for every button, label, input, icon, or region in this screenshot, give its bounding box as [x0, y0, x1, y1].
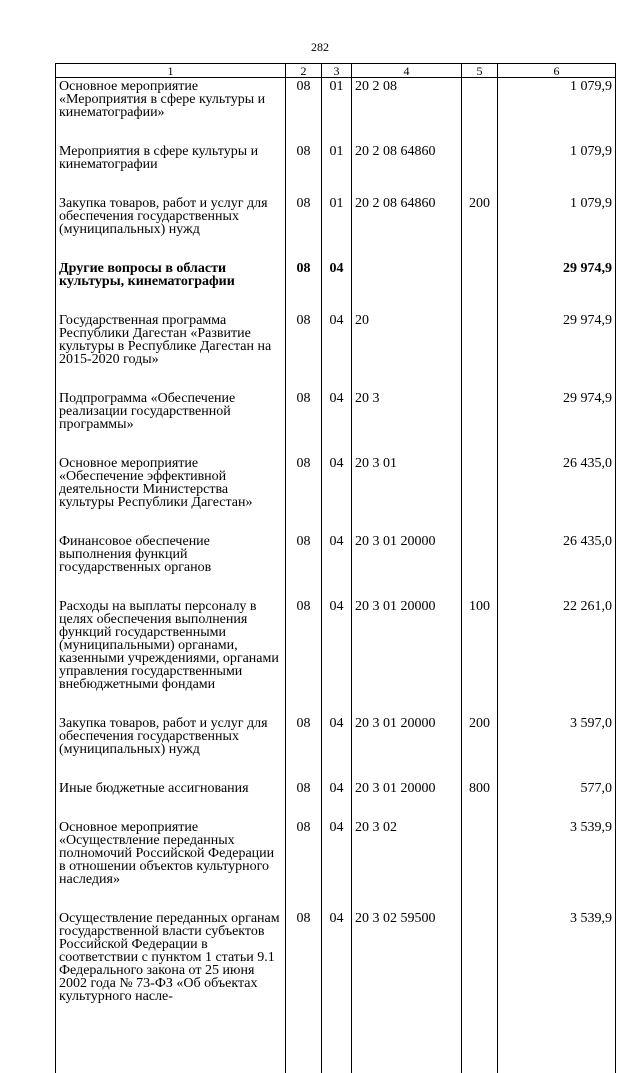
row-expense-type: [462, 388, 498, 453]
row-expense-type: [462, 908, 498, 1073]
row-amount: 1 079,9: [498, 141, 616, 193]
row-subsection: 04: [322, 713, 352, 778]
table-row: [56, 310, 616, 388]
row-subsection: 01: [322, 78, 352, 142]
table-row: [56, 817, 616, 908]
row-expense-type: [462, 78, 498, 142]
col-header-target-code: 4: [352, 64, 462, 78]
row-subsection: 01: [322, 193, 352, 258]
row-section: 08: [286, 193, 322, 258]
row-amount: 3 539,9: [498, 817, 616, 908]
row-section: 08: [286, 908, 322, 1073]
row-name: Основное мероприятие «Обеспечение эффективной деятельности Министерства культуры Республики Дагестан»: [56, 453, 286, 531]
table-row: [56, 596, 616, 713]
row-expense-type: [462, 531, 498, 596]
row-subsection: 04: [322, 596, 352, 713]
row-name: Закупка товаров, работ и услуг для обеспечения государственных (муниципальных) нужд: [56, 193, 286, 258]
table-row: [56, 531, 616, 596]
row-subsection: 04: [322, 453, 352, 531]
col-header-name: 1: [56, 64, 286, 78]
row-amount: 3 597,0: [498, 713, 616, 778]
table-row: [56, 141, 616, 193]
row-name: Основное мероприятие «Осуществление переданных полномочий Российской Федерации в отношении объектов культурного наследия»: [56, 817, 286, 908]
row-name: Государственная программа Республики Дагестан «Развитие культуры в Республике Дагестан на 2015-2020 годы»: [56, 310, 286, 388]
row-target-code: 20: [352, 310, 462, 388]
row-name: Расходы на выплаты персоналу в целях обеспечения выполнения функций государственными (муниципальными) органами, казенными учреждениями, органами управления государственными внебюджетными фондами: [56, 596, 286, 713]
row-section: 08: [286, 78, 322, 142]
row-name: Иные бюджетные ассигнования: [56, 778, 286, 817]
col-header-expense-type: 5: [462, 64, 498, 78]
row-target-code: 20 3 01: [352, 453, 462, 531]
page-number: 282: [0, 40, 640, 55]
header-row: [56, 64, 616, 78]
row-expense-type: 100: [462, 596, 498, 713]
row-target-code: 20 2 08: [352, 78, 462, 142]
row-name: Закупка товаров, работ и услуг для обеспечения государственных (муниципальных) нужд: [56, 713, 286, 778]
row-expense-type: [462, 453, 498, 531]
table-row: [56, 453, 616, 531]
row-expense-type: [462, 258, 498, 310]
row-section: 08: [286, 531, 322, 596]
row-name: Осуществление переданных органам государственной власти субъектов Российской Федерации в соответствии с пунктом 1 статьи 9.1 Федерального закона от 25 июня 2002 года № 73-ФЗ «Об объектах культурного насле-: [56, 908, 286, 1073]
row-amount: 1 079,9: [498, 193, 616, 258]
row-amount: 29 974,9: [498, 310, 616, 388]
row-target-code: 20 2 08 64860: [352, 141, 462, 193]
row-expense-type: [462, 310, 498, 388]
row-section: 08: [286, 453, 322, 531]
row-target-code: 20 3 01 20000: [352, 778, 462, 817]
table-row: [56, 713, 616, 778]
row-subsection: 04: [322, 258, 352, 310]
table-row: [56, 193, 616, 258]
row-target-code: 20 3 01 20000: [352, 713, 462, 778]
row-section: 08: [286, 817, 322, 908]
row-section: 08: [286, 258, 322, 310]
row-amount: 1 079,9: [498, 78, 616, 142]
row-subsection: 01: [322, 141, 352, 193]
row-section: 08: [286, 596, 322, 713]
row-amount: 29 974,9: [498, 388, 616, 453]
row-subsection: 04: [322, 817, 352, 908]
row-section: 08: [286, 388, 322, 453]
table-row: [56, 778, 616, 817]
row-target-code: 20 3 01 20000: [352, 531, 462, 596]
row-section: 08: [286, 141, 322, 193]
row-target-code: 20 3 02: [352, 817, 462, 908]
row-expense-type: 200: [462, 193, 498, 258]
row-amount: 29 974,9: [498, 258, 616, 310]
row-section: 08: [286, 778, 322, 817]
table-row: [56, 258, 616, 310]
row-expense-type: [462, 817, 498, 908]
row-subsection: 04: [322, 778, 352, 817]
row-name: Другие вопросы в области культуры, кинематографии: [56, 258, 286, 310]
row-expense-type: [462, 141, 498, 193]
row-amount: 22 261,0: [498, 596, 616, 713]
row-target-code: 20 3 01 20000: [352, 596, 462, 713]
row-amount: 3 539,9: [498, 908, 616, 1073]
row-subsection: 04: [322, 908, 352, 1073]
table-row: [56, 908, 616, 1073]
col-header-amount: 6: [498, 64, 616, 78]
table-row: [56, 78, 616, 142]
row-subsection: 04: [322, 388, 352, 453]
row-expense-type: 200: [462, 713, 498, 778]
row-target-code: [352, 258, 462, 310]
row-subsection: 04: [322, 310, 352, 388]
row-name: Подпрограмма «Обеспечение реализации государственной программы»: [56, 388, 286, 453]
col-header-subsection: 3: [322, 64, 352, 78]
table-header: [56, 64, 616, 78]
table-row: [56, 388, 616, 453]
row-subsection: 04: [322, 531, 352, 596]
row-amount: 26 435,0: [498, 453, 616, 531]
row-section: 08: [286, 310, 322, 388]
row-target-code: 20 3 02 59500: [352, 908, 462, 1073]
row-name: Основное мероприятие «Мероприятия в сфере культуры и кинематографии»: [56, 78, 286, 142]
row-target-code: 20 2 08 64860: [352, 193, 462, 258]
row-target-code: 20 3: [352, 388, 462, 453]
row-expense-type: 800: [462, 778, 498, 817]
row-amount: 577,0: [498, 778, 616, 817]
row-section: 08: [286, 713, 322, 778]
row-name: Финансовое обеспечение выполнения функций государственных органов: [56, 531, 286, 596]
budget-table: [55, 63, 616, 1073]
table-body: [56, 78, 616, 1073]
col-header-section: 2: [286, 64, 322, 78]
row-amount: 26 435,0: [498, 531, 616, 596]
row-name: Мероприятия в сфере культуры и кинематографии: [56, 141, 286, 193]
